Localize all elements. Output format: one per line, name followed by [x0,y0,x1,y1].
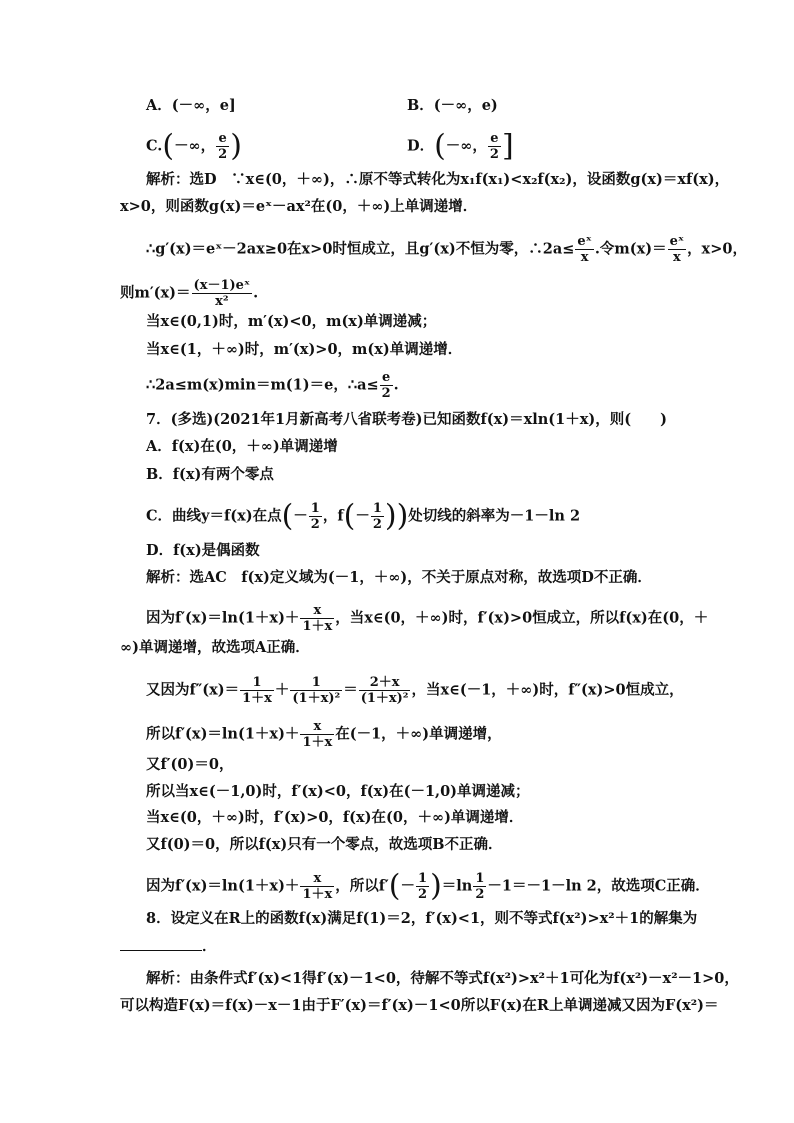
text: . [253,284,259,302]
numerator: 1 [240,675,274,691]
paren: ] [501,128,514,164]
text: 处切线的斜率为－1－ln 2 [408,507,581,525]
denominator: 2 [310,517,320,532]
minus: － [400,877,416,895]
text: ，x>0， [687,240,747,258]
minus: － [355,507,370,525]
denominator: 2 [418,887,428,902]
q7-solution-line-9: 又f(0)＝0，所以f(x)只有一个零点，故选项B不正确． [146,836,503,853]
numerator: x [300,603,334,619]
text: ． [202,938,217,955]
numerator: 1 [372,501,382,516]
denominator: (1＋x)² [292,691,341,706]
text: ，所以f′ [335,877,389,895]
paren: ( [434,128,446,164]
numerator: 1 [418,871,428,886]
q8-solution-line-1: 解析：由条件式f′(x)<1得f′(x)－1<0，待解不等式f(x²)>x²＋1可化为f(x²)－x²－1>0， [146,970,739,987]
text: ∴g′(x)＝eˣ－2ax≥0在x>0时恒成立，且g′(x)不恒为零，∴2a≤ [146,240,575,258]
q8-solution-line-2: 可以构造F(x)＝f(x)－x－1由于F′(x)＝f′(x)－1<0所以F(x)在R上单调递减又因为F(x²)＝ [120,997,719,1014]
denominator: 2 [372,517,382,532]
fraction [380,370,393,401]
text: 又因为f″(x)＝ [146,681,240,699]
denominator: x [580,250,589,265]
numerator: eˣ [669,234,685,249]
denominator: 2 [475,887,485,902]
denominator: 2 [218,147,228,162]
q6-option-a: A．(－∞，e] [146,97,236,114]
q6-solution-line-1: 解析：选D ∵x∈(0，＋∞)，∴原不等式转化为x₁f(x₁)<x₂f(x₂)，设函数g(x)＝xf(x)， [146,171,730,188]
numerator: 1 [475,871,485,886]
denominator: 1＋x [302,619,333,634]
paren: ) [430,868,442,904]
fraction [216,131,229,162]
text: ＝ln [441,877,473,895]
q6-solution-line-7 [146,370,399,401]
fraction [240,675,274,706]
q6-solution-line-2: x>0，则函数g(x)＝eˣ－ax²在(0，＋∞)上单调递增． [120,198,478,215]
text: ，当x∈(0，＋∞)时，f′(x)>0恒成立，所以f(x)在(0，＋ [335,609,709,627]
q7-solution-line-4 [146,675,684,706]
q6-solution-line-3 [146,234,747,265]
fraction [575,234,593,265]
q7-solution-line-8: 当x∈(0，＋∞)时，f′(x)>0，f(x)在(0，＋∞)单调递增． [146,809,524,826]
fraction [488,131,501,162]
q8-stem-line-2 [120,936,217,957]
q8-stem-line-1: 8．设定义在R上的函数f(x)满足f(1)＝2，f′(x)<1，则不等式f(x²)>x²＋1的解集为 [146,910,698,927]
paren: ( [388,868,401,904]
fraction [300,603,334,634]
fraction [371,501,384,532]
text: 在(－1，＋∞)单调递增， [335,725,502,743]
fraction [300,871,334,902]
text: 因为f′(x)＝ln(1＋x)＋ [146,609,300,627]
text: ＝ [343,681,358,699]
fraction [359,675,411,706]
numerator: e [216,131,229,147]
text: 因为f′(x)＝ln(1＋x)＋ [146,877,300,895]
q7-option-d: D．f(x)是偶函数 [146,542,260,559]
option-label: D． [407,137,435,155]
text: 则m′(x)＝ [120,284,191,302]
numerator: x [300,871,334,887]
q7-solution-line-3: ∞)单调递增，故选项A正确． [120,639,310,656]
numerator: 1 [290,675,342,691]
numerator: eˣ [577,234,592,249]
denominator: 2 [381,386,391,401]
q7-solution-line-7: 所以当x∈(－1,0)时，f′(x)<0，f(x)在(－1,0)单调递减； [146,783,530,800]
numerator: e [380,370,393,386]
text: －1＝－1－ln 2，故选项C正确． [487,877,710,895]
denominator: x² [215,294,229,309]
q7-solution-line-5 [146,719,502,750]
option-label: C. [146,137,163,155]
fraction [192,278,253,309]
denominator: 2 [489,147,499,162]
q7-option-c [146,498,581,534]
q6-option-d [407,128,514,164]
fraction [668,234,686,265]
paren: ) [230,128,242,164]
numerator: 2＋x [359,675,411,691]
q6-solution-line-4 [120,278,258,309]
denominator: (1＋x)² [360,691,409,706]
answer-blank [120,936,202,951]
numerator: e [488,131,501,147]
text: 所以f′(x)＝ln(1＋x)＋ [146,725,300,743]
denominator: 1＋x [302,735,333,750]
fraction [290,675,342,706]
denominator: 1＋x [302,887,333,902]
interval-left: －∞， [174,137,216,155]
q7-option-b: B．f(x)有两个零点 [146,466,274,483]
text: .令m(x)＝ [594,240,667,258]
q7-solution-line-6: 又f′(0)＝0， [146,756,234,773]
numerator: x [300,719,334,735]
fraction [473,871,486,902]
q6-solution-line-5: 当x∈(0,1)时，m′(x)<0，m(x)单调递减； [146,313,437,330]
q6-option-c [146,128,242,164]
numerator: (x－1)eˣ [193,278,251,293]
q7-stem: 7．(多选)(2021年1月新高考八省联考卷)已知函数f(x)＝xln(1＋x)，则( ) [146,411,667,428]
text: C．曲线y＝f(x)在点 [146,507,282,525]
text: ，当x∈(－1，＋∞)时，f″(x)>0恒成立， [411,681,684,699]
denominator: x [672,250,681,265]
minus: － [293,507,308,525]
q7-solution-line-2 [146,603,708,634]
q6-solution-line-6: 当x∈(1，＋∞)时，m′(x)>0，m(x)单调递增． [146,341,463,358]
q7-option-a: A．f(x)在(0，＋∞)单调递增 [146,438,338,455]
fraction [416,871,429,902]
q7-solution-line-1: 解析：选AC f(x)定义域为(－1，＋∞)，不关于原点对称，故选项D不正确． [146,569,652,586]
paren: ) [396,498,409,534]
paren: ) [384,498,397,534]
fraction [300,719,334,750]
q7-solution-line-10 [146,868,710,904]
interval-left: －∞， [445,137,487,155]
fraction [309,501,322,532]
paren: ( [343,498,356,534]
numerator: 1 [310,501,320,516]
paren: ( [281,498,294,534]
text: ，f [322,507,344,525]
denominator: 1＋x [242,691,272,706]
text: ＋ [274,681,290,699]
text: ∴2a≤m(x)min＝m(1)＝e，∴a≤ [146,376,379,394]
paren: ( [162,128,175,164]
q6-option-b: B．(－∞，e) [407,97,498,114]
text: . [393,376,399,394]
